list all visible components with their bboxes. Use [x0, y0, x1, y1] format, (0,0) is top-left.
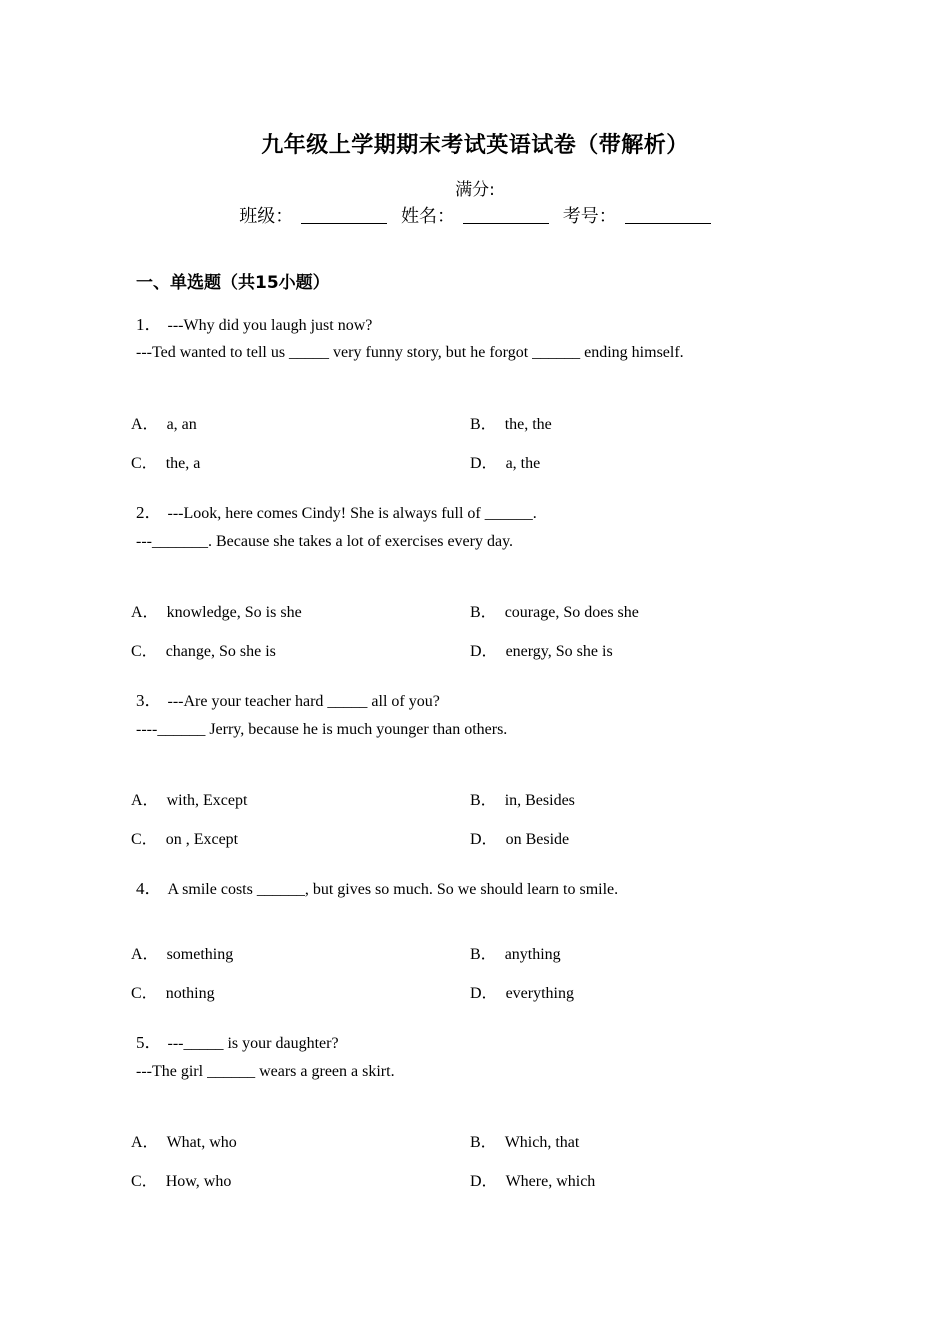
question-number: 2．	[136, 503, 162, 522]
option-c[interactable]	[131, 638, 276, 661]
option-text: courage, So does she	[504, 604, 639, 621]
id-blank[interactable]	[625, 207, 711, 224]
option-letter: A．	[131, 946, 159, 963]
option-text: a, an	[166, 416, 197, 433]
name-field	[401, 206, 555, 227]
option-letter: C．	[131, 985, 158, 1002]
question-text: ---Are your teacher hard _____ all of you?	[167, 693, 440, 710]
option-text: in, Besides	[504, 792, 575, 809]
option-text: a, the	[505, 455, 541, 472]
option-letter: A．	[131, 1134, 159, 1151]
option-text: What, who	[166, 1134, 237, 1151]
option-text: How, who	[165, 1173, 232, 1190]
option-text: something	[166, 946, 234, 963]
name-blank[interactable]	[463, 207, 549, 224]
option-a[interactable]	[131, 1129, 237, 1152]
option-d[interactable]	[470, 450, 540, 473]
id-field	[563, 206, 711, 227]
question-1-line2: ---Ted wanted to tell us _____ very funny story, but he forgot ______ ending himself.	[136, 344, 684, 361]
option-letter: D．	[470, 455, 498, 472]
option-text: on Beside	[505, 831, 570, 848]
option-text: knowledge, So is she	[166, 604, 302, 621]
id-label: 考号：	[562, 206, 617, 227]
option-text: the, a	[165, 455, 201, 472]
option-d[interactable]	[470, 1168, 595, 1191]
option-text: everything	[505, 985, 574, 1002]
option-letter: B．	[470, 792, 497, 809]
option-text: with, Except	[166, 792, 248, 809]
score-label: 满分:	[455, 180, 495, 200]
option-a[interactable]	[131, 599, 302, 622]
question-number: 4．	[136, 879, 162, 898]
question-text: A smile costs ______, but gives so much. So we should learn to smile.	[167, 881, 619, 898]
option-letter: C．	[131, 455, 158, 472]
option-letter: A．	[131, 416, 159, 433]
option-letter: D．	[470, 985, 498, 1002]
option-letter: C．	[131, 643, 158, 660]
option-letter: B．	[470, 1134, 497, 1151]
option-b[interactable]	[470, 599, 639, 622]
option-c[interactable]	[131, 1168, 231, 1191]
option-letter: C．	[131, 1173, 158, 1190]
class-field	[239, 206, 393, 227]
option-letter: A．	[131, 604, 159, 621]
option-d[interactable]	[470, 638, 613, 661]
question-3	[136, 686, 440, 711]
question-4	[136, 874, 618, 899]
option-letter: B．	[470, 604, 497, 621]
option-c[interactable]	[131, 980, 215, 1003]
option-b[interactable]	[470, 1129, 579, 1152]
option-letter: C．	[131, 831, 158, 848]
option-text: anything	[504, 946, 561, 963]
option-text: energy, So she is	[505, 643, 613, 660]
option-letter: A．	[131, 792, 159, 809]
question-5-line2: ---The girl ______ wears a green a skirt.	[136, 1063, 395, 1080]
question-number: 1．	[136, 315, 162, 334]
option-letter: B．	[470, 416, 497, 433]
option-text: nothing	[165, 985, 215, 1002]
question-2	[136, 498, 537, 523]
class-blank[interactable]	[301, 207, 387, 224]
page-title: 九年级上学期期末考试英语试卷（带解析）	[261, 133, 689, 158]
option-b[interactable]	[470, 941, 561, 964]
question-text: ---Look, here comes Cindy! She is always full of ______.	[167, 505, 537, 522]
question-1	[136, 310, 372, 335]
option-b[interactable]	[470, 787, 575, 810]
option-letter: B．	[470, 946, 497, 963]
question-5	[136, 1028, 339, 1053]
option-b[interactable]	[470, 411, 552, 434]
option-a[interactable]	[131, 787, 247, 810]
student-info-row	[0, 202, 950, 228]
question-text: ---Why did you laugh just now?	[167, 317, 373, 334]
question-text: ---_____ is your daughter?	[167, 1035, 339, 1052]
question-number: 5．	[136, 1033, 162, 1052]
option-a[interactable]	[131, 411, 197, 434]
option-text: change, So she is	[165, 643, 276, 660]
question-2-line2: ---_______. Because she takes a lot of exercises every day.	[136, 533, 514, 550]
option-c[interactable]	[131, 450, 200, 473]
option-text: the, the	[504, 416, 552, 433]
option-letter: D．	[470, 831, 498, 848]
option-a[interactable]	[131, 941, 233, 964]
option-d[interactable]	[470, 980, 574, 1003]
option-c[interactable]	[131, 826, 238, 849]
option-text: Where, which	[505, 1173, 596, 1190]
option-d[interactable]	[470, 826, 569, 849]
question-3-line2: ----______ Jerry, because he is much younger than others.	[136, 721, 508, 738]
class-label: 班级：	[239, 206, 294, 227]
option-text: Which, that	[504, 1134, 580, 1151]
option-text: on , Except	[165, 831, 239, 848]
option-letter: D．	[470, 1173, 498, 1190]
question-number: 3．	[136, 691, 162, 710]
option-letter: D．	[470, 643, 498, 660]
section-heading: 一、单选题（共15小题）	[136, 273, 330, 293]
name-label: 姓名：	[401, 206, 455, 227]
